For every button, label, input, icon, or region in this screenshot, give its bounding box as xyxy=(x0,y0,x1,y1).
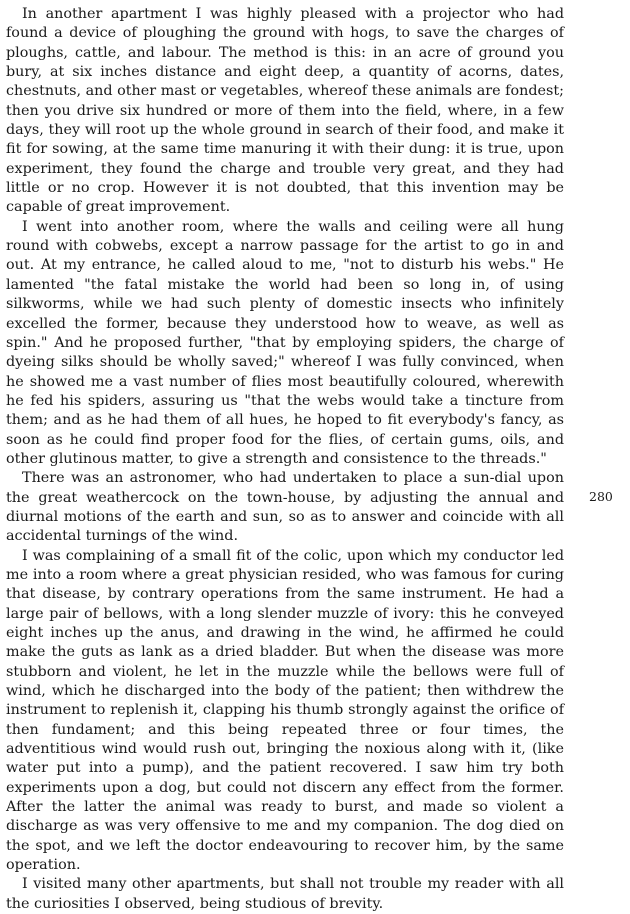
paragraph-hog-ploughing: In another apartment I was highly pleased with a projector who had found a device of ploughing the ground with hogs, to save the charges of ploughs, cattle, and labour. The method is this: in an acre of ground you bury, at six inches distance and eight deep, a quantity of acorns, dates, chestnuts, and other mast or vegetables, whereof these animals are fondest; then you drive six hundred or more of them into the field, where, in a few days, they will root up the whole ground in search of their food, and make it fit for sowing, at the same time manuring it with their dung: it is true, upon experiment, they found the charge and trouble very great, and they had little or no crop. However it is not doubted, that this invention may be capable of great improvement. xyxy=(6,6,564,216)
page-number: 280 xyxy=(589,489,613,504)
paragraph-physician-bellows: I was complaining of a small fit of the colic, upon which my conductor led me into a room where a great physician resided, who was famous for curing that disease, by contrary operations from the same instrument. He had a large pair of bellows, with a long slender muzzle of ivory: this he conveyed eight inches up the anus, and drawing in the wind, he affirmed he could make the guts as lank as a dried bladder. But when the disease was more stubborn and violent, he let in the muzzle while the bellows were full of wind, which he discharged into the body of the patient; then withdrew the instrument to replenish it, clapping his thumb strongly against the orifice of then fundament; and this being repeated three or four times, the adventitious wind would rush out, bringing the noxious along with it, (like water put into a pump), and the patient recovered. I saw him try both experiments upon a dog, but could not discern any effect from the former. After the latter the animal was ready to burst, and made so violent a discharge as was very offensive to me and my companion. The dog died on the spot, and we left the doctor endeavouring to recover him, by the same operation. xyxy=(6,547,564,874)
document-body xyxy=(6,5,564,914)
paragraph-spider-silk: I went into another room, where the walls and ceiling were all hung round with cobwebs, except a narrow passage for the artist to go in and out. At my entrance, he called aloud to me, "not to disturb his webs." He lamented "the fatal mistake the world had been so long in, of using silkworms, while we had such plenty of domestic insects who infinitely excelled the former, because they understood how to weave, as well as spin." And he proposed further, "that by employing spiders, the charge of dyeing silks should be wholly saved;" whereof I was fully convinced, when he showed me a vast number of flies most beautifully coloured, wherewith he fed his spiders, assuring us "that the webs would take a tincture from them; and as he had them of all hues, he hoped to fit everybody's fancy, as soon as he could find proper food for the flies, of certain gums, oils, and other glutinous matter, to give a strength and consistence to the threads." xyxy=(6,218,564,467)
paragraph-astronomer: There was an astronomer, who had undertaken to place a sun-dial upon the great weathercock on the town-house, by adjusting the annual and diurnal motions of the earth and sun, so as to answer and coincide with all accidental turnings of the wind. xyxy=(6,470,564,545)
paragraph-other-apartments: I visited many other apartments, but shall not trouble my reader with all the curiosities I observed, being studious of brevity. xyxy=(6,876,564,912)
